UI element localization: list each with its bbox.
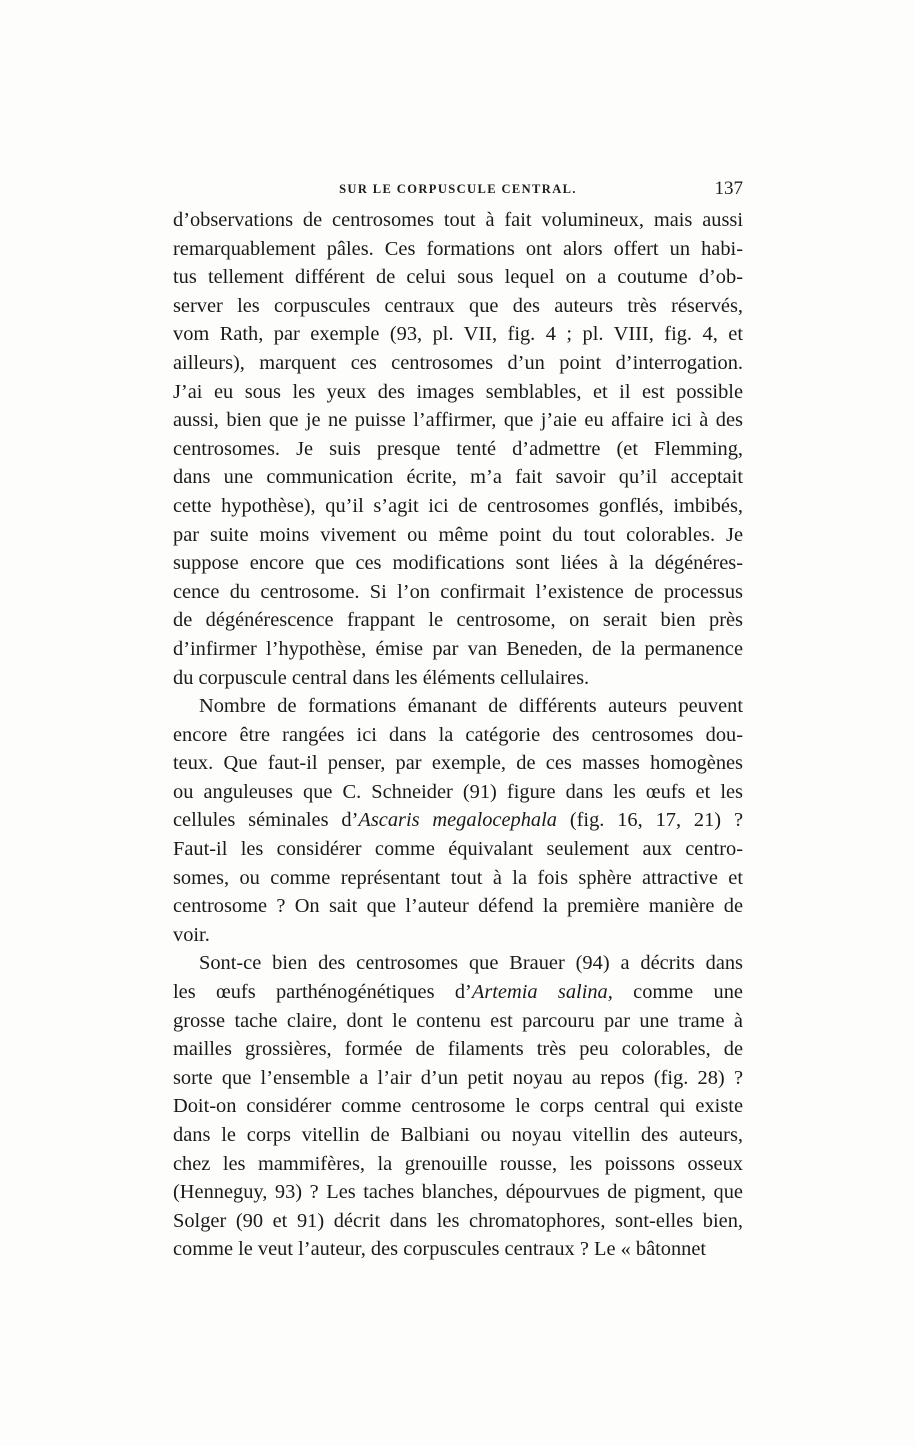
- text-line: ou anguleuses que C. Schneider (91) figure dans les œufs et les: [173, 780, 743, 803]
- text-line: Solger (90 et 91) décrit dans les chromatophores, sont-elles bien,: [173, 1209, 743, 1232]
- text-line: tus tellement différent de celui sous lequel on a coutume d’ob-: [173, 266, 743, 289]
- text-line: Doit-on considérer comme centrosome le corps central qui existe: [173, 1095, 743, 1118]
- text-line: cette hypothèse), qu’il s’agit ici de centrosomes gonflés, imbibés,: [173, 494, 743, 517]
- running-head: [173, 178, 743, 202]
- text-line: Faut-il les considérer comme équivalant seulement aux centro-: [173, 838, 743, 861]
- text-line: dans une communication écrite, m’a fait savoir qu’il acceptait: [173, 466, 743, 489]
- text-line: chez les mammifères, la grenouille rousse, les poissons osseux: [173, 1152, 743, 1175]
- text-line: Sont-ce bien des centrosomes que Brauer (94) a décrits dans: [199, 952, 743, 975]
- body-text: [173, 206, 743, 1264]
- text-line: cence du centrosome. Si l’on confirmait l’existence de processus: [173, 580, 743, 603]
- text-line: teux. Que faut-il penser, par exemple, de ces masses homogènes: [173, 752, 743, 775]
- running-title: SUR LE CORPUSCULE CENTRAL.: [339, 182, 577, 196]
- text-line: d’infirmer l’hypothèse, émise par van Beneden, de la permanence: [173, 637, 743, 660]
- text-line: du corpuscule central dans les éléments cellulaires.: [173, 666, 590, 689]
- text-line: suppose encore que ces modifications sont liées à la dégénéres-: [173, 552, 743, 575]
- text-line: server les corpuscules centraux que des auteurs très réservés,: [173, 294, 743, 317]
- text-line: mailles grossières, formée de filaments très peu colorables, de: [173, 1038, 743, 1061]
- text-line: ailleurs), marquent ces centrosomes d’un point d’interrogation.: [173, 351, 743, 374]
- text-line: dans le corps vitellin de Balbiani ou noyau vitellin des auteurs,: [173, 1124, 743, 1146]
- text-line: voir.: [173, 923, 210, 946]
- text-line: vom Rath, par exemple (93, pl. VII, fig. 4 ; pl. VIII, fig. 4, et: [173, 323, 743, 346]
- text-line: encore être rangées ici dans la catégorie des centrosomes dou-: [173, 723, 743, 746]
- text-line: Nombre de formations émanant de différents auteurs peuvent: [199, 695, 743, 718]
- paragraph: [173, 949, 743, 1264]
- text-line: comme le veut l’auteur, des corpuscules centraux ? Le « bâtonnet: [173, 1238, 707, 1261]
- text-line: J’ai eu sous les yeux des images semblables, et il est possible: [173, 380, 743, 403]
- text-line: aussi, bien que je ne puisse l’affirmer, que j’aie eu affaire ici à des: [173, 409, 743, 432]
- text-line: somes, ou comme représentant tout à la fois sphère attractive et: [173, 866, 743, 889]
- text-line: les œufs parthénogénétiques d’Artemia salina, comme une: [173, 981, 743, 1004]
- page-number: 137: [714, 178, 743, 199]
- text-line: remarquablement pâles. Ces formations ont alors offert un habi-: [173, 237, 743, 260]
- text-line: par suite moins vivement ou même point du tout colorables. Je: [173, 523, 743, 546]
- paragraph: [173, 692, 743, 949]
- text-line: centrosome ? On sait que l’auteur défend la première manière de: [173, 895, 743, 918]
- text-line: (Henneguy, 93) ? Les taches blanches, dépourvues de pigment, que: [173, 1181, 743, 1204]
- text-line: grosse tache claire, dont le contenu est parcouru par une trame à: [173, 1009, 743, 1032]
- paragraph: [173, 206, 743, 692]
- text-line: sorte que l’ensemble a l’air d’un petit noyau au repos (fig. 28) ?: [173, 1066, 743, 1089]
- text-line: d’observations de centrosomes tout à fait volumineux, mais aussi: [173, 209, 743, 231]
- text-line: de dégénérescence frappant le centrosome, on serait bien près: [173, 609, 743, 632]
- text-line: cellules séminales d’Ascaris megalocephala (fig. 16, 17, 21) ?: [173, 809, 743, 832]
- text-line: centrosomes. Je suis presque tenté d’admettre (et Flemming,: [173, 437, 743, 460]
